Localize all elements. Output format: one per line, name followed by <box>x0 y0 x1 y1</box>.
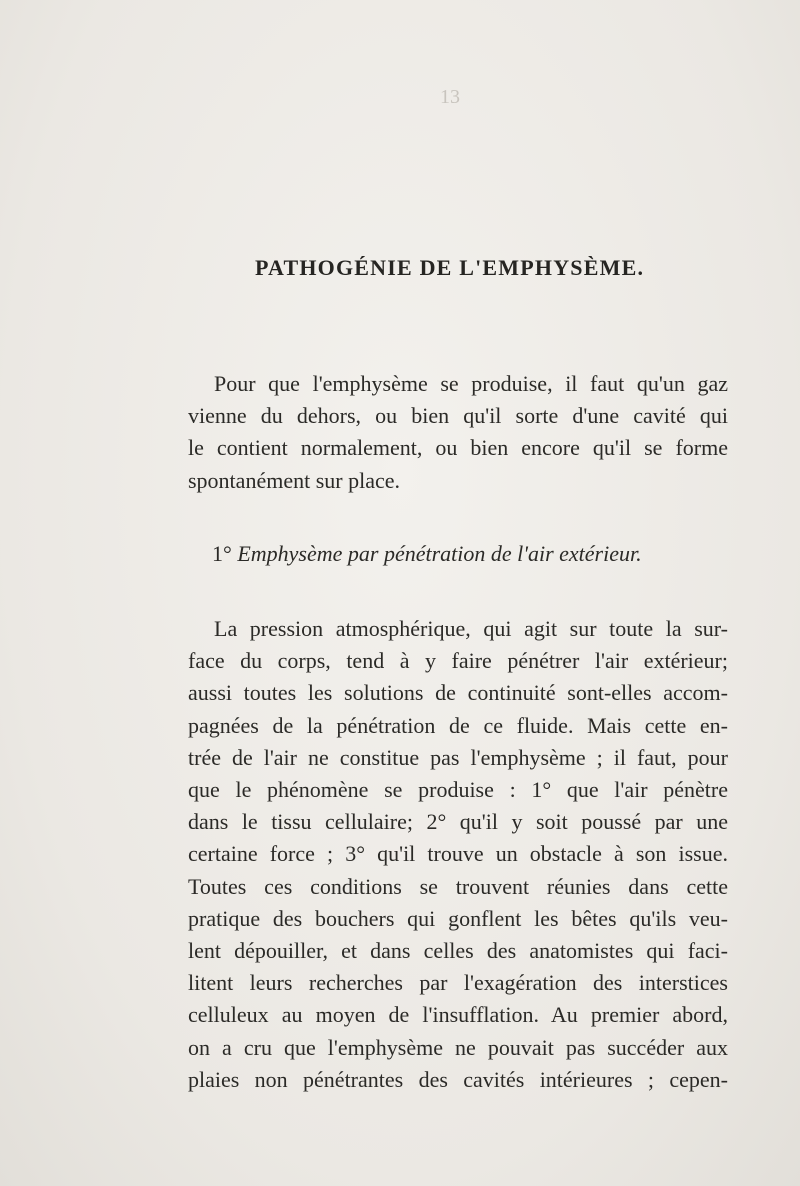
paragraph-line: que le phénomène se produise : 1° que l'air pénètre <box>188 777 728 803</box>
paragraph-line: dans le tissu cellulaire; 2° qu'il y soit poussé par une <box>188 809 728 835</box>
paragraph-line: litent leurs recherches par l'exagération des interstices <box>188 970 728 996</box>
paragraph-line: le contient normalement, ou bien encore qu'il se forme <box>188 435 728 461</box>
paragraph-line: La pression atmosphérique, qui agit sur toute la sur- <box>214 616 728 641</box>
paragraph-line: trée de l'air ne constitue pas l'emphysème ; il faut, pour <box>188 744 728 770</box>
paragraph-line: pagnées de la pénétration de ce fluide. Mais cette en- <box>188 712 728 738</box>
paragraph-line: aussi toutes les solutions de continuité sont-elles accom- <box>188 680 728 706</box>
paragraph-line: spontanément sur place. <box>188 467 400 493</box>
paragraph-line: Toutes ces conditions se trouvent réunies dans cette <box>188 873 728 899</box>
paragraph-line: face du corps, tend à y faire pénétrer l'air extérieur; <box>188 648 728 674</box>
paragraph-line: plaies non pénétrantes des cavités intérieures ; cepen- <box>188 1066 728 1092</box>
paragraph-line: Pour que l'emphysème se produise, il faut qu'un gaz <box>214 371 728 396</box>
paragraph-intro <box>188 368 728 497</box>
chapter-title: PATHOGÉNIE DE L'EMPHYSÈME. <box>255 255 645 280</box>
paragraph-line: on a cru que l'emphysème ne pouvait pas succéder aux <box>188 1034 728 1060</box>
paragraph-line: certaine force ; 3° qu'il trouve un obstacle à son issue. <box>188 841 728 867</box>
paragraph-line: vienne du dehors, ou bien qu'il sorte d'une cavité qui <box>188 403 728 429</box>
paragraph-line: pratique des bouchers qui gonflent les bêtes qu'ils veu- <box>188 905 728 931</box>
subheading-number: 1° <box>212 541 232 566</box>
page-number: 13 <box>440 86 460 108</box>
section-subheading <box>212 541 642 567</box>
paragraph-line: celluleux au moyen de l'insufflation. Au premier abord, <box>188 1002 728 1028</box>
subheading-label: Emphysème par pénétration de l'air extérieur. <box>237 541 642 566</box>
paragraph-main <box>188 613 728 1096</box>
paragraph-line: lent dépouiller, et dans celles des anatomistes qui faci- <box>188 938 728 964</box>
